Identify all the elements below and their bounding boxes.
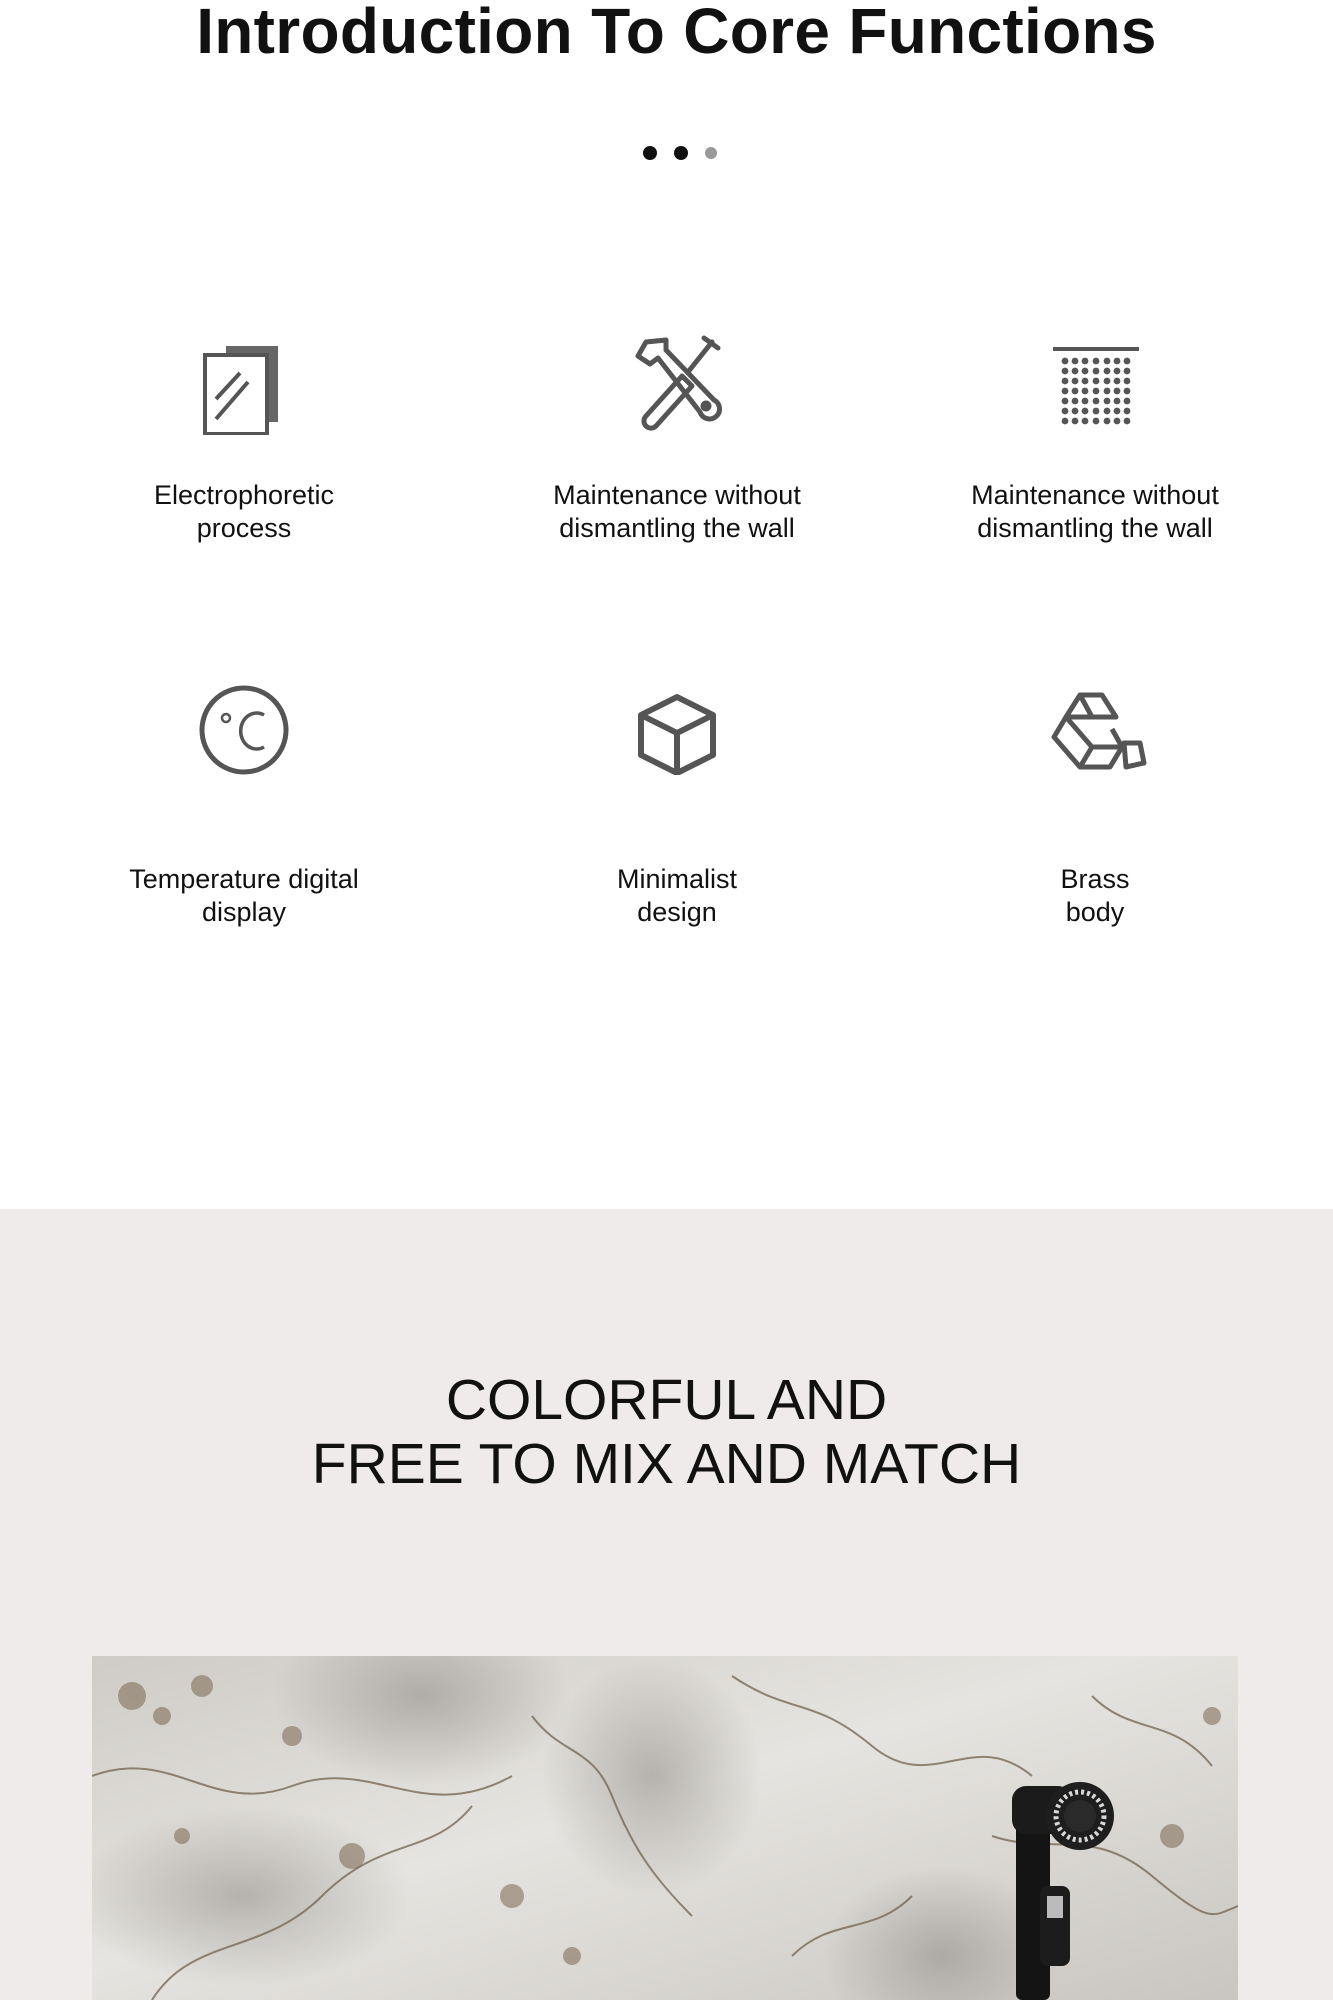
marble-product-image	[92, 1656, 1238, 2000]
page-title: Introduction To Core Functions	[196, 0, 1157, 67]
feature-label: Temperature digital display	[129, 864, 359, 927]
feature-label: Maintenance without dismantling the wall	[971, 480, 1219, 543]
carousel-dot-1[interactable]	[643, 146, 657, 160]
feature-label: Electrophoretic process	[153, 480, 335, 543]
promo-headline-line1: COLORFUL AND	[445, 1368, 888, 1432]
feature-label: Brass body	[1060, 864, 1130, 927]
brass-bars-icon	[895, 670, 1295, 780]
cube-icon	[477, 670, 877, 780]
rain-shower-head-icon	[895, 330, 1295, 440]
feature-label: Minimalist design	[616, 864, 737, 927]
promo-headline-line2: FREE TO MIX AND MATCH	[311, 1432, 1022, 1496]
feature-label: Maintenance without dismantling the wall	[553, 480, 801, 543]
carousel-dot-2[interactable]	[674, 146, 688, 160]
wrench-screwdriver-icon	[477, 330, 877, 440]
electrophoretic-panel-icon	[44, 330, 444, 440]
product-photo	[92, 1656, 1238, 2000]
carousel-dot-3[interactable]	[705, 147, 717, 159]
carousel-dots	[643, 146, 717, 160]
celsius-thermometer-icon	[44, 670, 444, 780]
